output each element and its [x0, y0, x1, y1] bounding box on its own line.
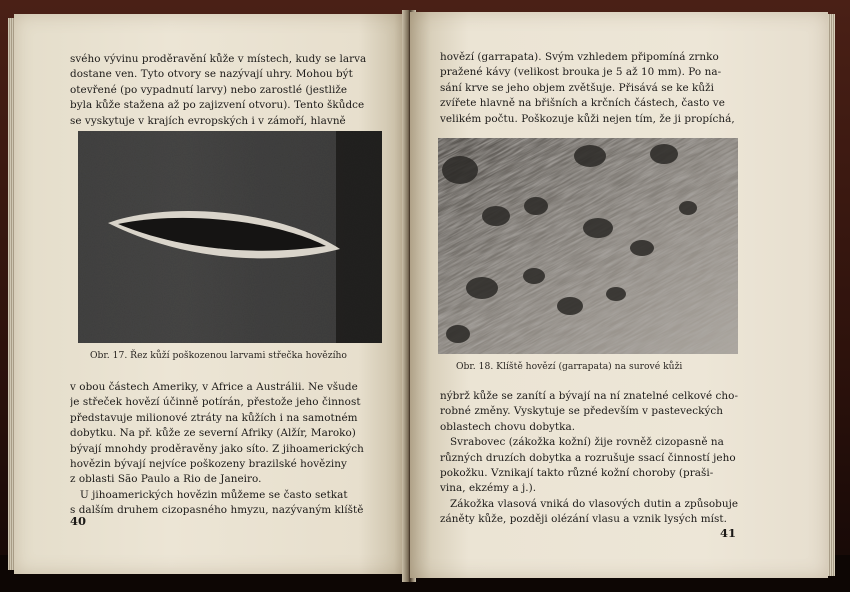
- figure-17-photo: [78, 131, 382, 343]
- text-line: nýbrž kůže se zanítí a bývají na ní znatelné celkové cho-: [440, 390, 739, 402]
- text-line: z oblasti São Paulo a Rio de Janeiro.: [70, 473, 262, 486]
- right-bottom-paragraph: [440, 389, 760, 528]
- text-line: Svrabovec (zákožka kožní) žije rovněž cizopasně na: [450, 436, 724, 449]
- text-line: byla kůže stažena až po zajizvení otvoru). Tento škůdce: [70, 99, 365, 112]
- text-line: různých druzích dobytka a rozrušuje ssací činností jeho: [440, 451, 736, 464]
- text-line: hovězin bývají nejvíce poškozeny brazilské hověziny: [70, 458, 347, 471]
- text-line: je střeček hovězí účinně potírán, přestože jeho činnost: [70, 396, 361, 409]
- right-top-paragraph: [440, 50, 760, 127]
- text-line: v obou částech Ameriky, v Africe a Austrálii. Ne všude: [70, 381, 358, 393]
- text-line: U jihoamerických hovězin můžeme se často setkat: [80, 488, 348, 501]
- text-line: robné změny. Vyskytuje se především v pasteveckých: [440, 405, 723, 418]
- text-line: záněty kůže, později olézání vlasu a vznik lysých míst.: [440, 513, 727, 526]
- left-page: [14, 14, 406, 574]
- text-line: zvířete hlavně na břišních a krčních částech, často ve: [440, 97, 725, 110]
- page-number-right: 41: [720, 526, 737, 540]
- text-line: oblastech chovu dobytka.: [440, 420, 576, 433]
- figure-18-caption: Obr. 18. Klíště hovězí (garrapata) na surové kůži: [456, 361, 683, 372]
- right-page: [410, 12, 828, 578]
- hide-section-image: [78, 131, 382, 343]
- figure-17-caption: Obr. 17. Řez kůží poškozenou larvami střečka hovězího: [90, 350, 347, 361]
- text-line: pražené kávy (velikost brouka je 5 až 10 mm). Po na-: [440, 66, 722, 79]
- text-line: vina, ekzémy a j.).: [440, 482, 537, 495]
- text-line: svého vývinu proděravění kůže v místech, kudy se larva: [70, 53, 367, 65]
- left-bottom-paragraph: [70, 380, 388, 519]
- text-line: dobytku. Na př. kůže ze severní Afriky (Alžír, Maroko): [70, 427, 356, 440]
- text-line: s dalším druhem cizopasného hmyzu, nazývaným klíště: [70, 504, 364, 517]
- page-number-left: 40: [70, 514, 87, 528]
- text-line: Zákožka vlasová vniká do vlasových dutin a způsobuje: [450, 497, 739, 510]
- text-line: pokožku. Vznikají takto různé kožní choroby (praši-: [440, 467, 714, 480]
- figure-18-photo: [438, 138, 738, 354]
- tick-on-hide-image: [438, 138, 738, 354]
- text-line: dostane ven. Tyto otvory se nazývají uhry. Mohou být: [70, 68, 353, 81]
- text-line: se vyskytuje v krajích evropských i v zámoří, hlavně: [70, 114, 346, 127]
- text-line: představuje milionové ztráty na kůžích i na samotném: [70, 411, 358, 424]
- text-line: bývají mnohdy proděravěny jako síto. Z jihoamerických: [70, 442, 364, 455]
- text-line: otevřené (po vypadnutí larvy) nebo zarostlé (jestliže: [70, 83, 348, 96]
- text-line: hovězí (garrapata). Svým vzhledem připomíná zrnko: [440, 51, 719, 63]
- text-line: sání krve se jeho objem zvětšuje. Přisává se ke kůži: [440, 81, 715, 94]
- text-line: velikém počtu. Poškozuje kůži nejen tím, že ji propíchá,: [440, 112, 735, 125]
- left-top-paragraph: [70, 52, 388, 129]
